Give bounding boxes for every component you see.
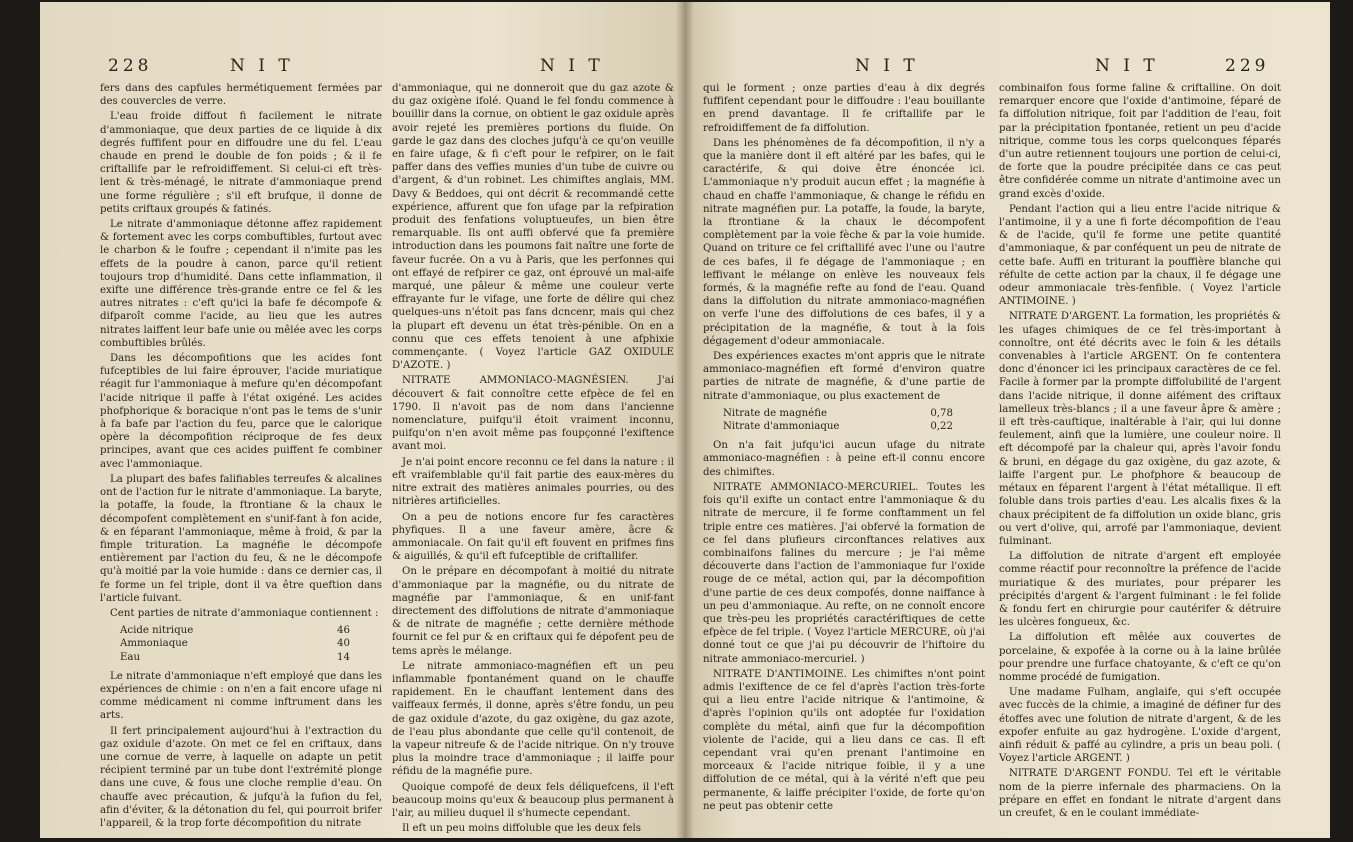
left-header-left: N I T [230, 56, 294, 76]
composition-value: 0,22 [930, 421, 953, 433]
left-column-2 [392, 82, 674, 835]
composition-label: Eau [120, 651, 141, 663]
paragraph: Une madame Fulham, anglaife, qui s'eft occupée avec fuccès de la chimie, a imaginé de définer fur des étoffes avec une folution de nitrate d'argent, & de les expofer enfuite au gaz hydrogène. L'oxide d'argent, ainfi réduit & paffé au cylindre, a pris un beau poli. ( Voyez l'article ARGENT. ) [999, 687, 1281, 765]
paragraph: Dans les décompofitions que les acides font fufceptibles de lui faire éprouver, l'acide muriatique réagit fur l'ammoniaque à mefure qu'en décompofant l'acide nitrique il paffe à l'état oxigéné. Les acides phofphorique & boracique n'ont pas le tems de s'unir à fa bafe par l'action du feu, parce que le calorique opère la décompofition réciproque de fes deux principes, avant que ces acides puiffent fe combiner avec l'ammoniaque. [100, 353, 382, 470]
paragraph: fers dans des capfules hermétiquement fermées par des couvercles de verre. [100, 83, 382, 108]
paragraph: combinaifon fous forme faline & criftalline. On doit remarquer encore que l'oxide d'antimoine, féparé de fa diffolution nitrique, foit par l'addition de l'eau, foit par la précipitation fpontanée, retient un peu d'acide nitrique, comme tous les corps quelconques féparés d'un autre retiennent toujours une portion de celui-ci, de forte que la poudre précipitée dans ce cas peut être confidérée comme un nitrate d'antimoine avec un grand excès d'oxide. [999, 83, 1281, 200]
paragraph: Le nitrate d'ammoniaque détonne affez rapidement & fortement avec les corps combuftibles, furtout avec le charbon & le foufre ; cependant il n'imite pas les effets de la poudre à canon, parce qu'il retient toujours trop d'humidité. Dans cette inflammation, il exifte une différence très-grande entre ce fel & les autres nitrates : c'eft qu'ici la bafe fe décompofe & difparoît comme l'acide, au lieu que les autres nitrates laiffent leur bafe unie ou mêlée avec les corps combuftibles brûlés. [100, 219, 382, 349]
table-row [723, 420, 953, 433]
paragraph: NITRATE D'ARGENT FONDU. Tel eft le véritable nom de la pierre infernale des pharmaciens. On la prépare en effet en fondant le nitrate d'argent dans un creufet, & en le coulant immédiate- [999, 768, 1281, 819]
paragraph: Cent parties de nitrate d'ammoniaque contiennent : [110, 607, 379, 619]
right-header-left: N I T [855, 56, 919, 76]
paragraph: On le prépare en décompofant à moitié du nitrate d'ammoniaque par la magnéfie, ou du nitrate de magnéfie par l'ammoniaque, & en unif-fant directement des diffolutions de nitrate d'ammoniaque & de nitrate de magnéfie ; cette dernière méthode fournit ce fel pur & en criftaux qui fe dépofent peu de tems après le mélange. [392, 566, 674, 657]
composition-table [723, 407, 953, 433]
left-page [40, 2, 685, 838]
paragraph: qui le forment ; onze parties d'eau à dix degrés fuffifent cependant pour le diffoudre : l'eau bouillante en prend davantage. Il fe criftallife par le refroidiffement de fa diffolution. [703, 83, 985, 134]
open-book [40, 2, 1330, 838]
composition-value: 14 [337, 651, 350, 663]
left-page-number: 228 [108, 56, 153, 76]
table-row [723, 407, 953, 420]
right-column-2 [999, 82, 1281, 818]
left-header-right: N I T [540, 56, 604, 76]
paragraph: Des expériences exactes m'ont appris que le nitrate ammoniaco-magnéfien eft formé d'environ quatre parties de nitrate de magnéfie, & d'une partie de nitrate d'ammoniaque, ou plus exactement de [703, 351, 985, 402]
table-row [120, 651, 350, 664]
composition-value: 40 [337, 638, 350, 650]
composition-value: 46 [337, 625, 350, 637]
right-page [685, 2, 1330, 838]
left-running-head [40, 56, 685, 80]
composition-table [120, 624, 350, 664]
right-column-1 [703, 82, 985, 818]
paragraph: La diffolution de nitrate d'argent eft employée comme réactif pour reconnoître la préfence de l'acide muriatique & des muriates, pour préparer les précipités d'argent & l'argent fulminant : le fel folide & fondu fert en chirurgie pour cautérifer & détruire les ulcères fongueux, &c. [999, 551, 1281, 629]
book-gutter [676, 2, 694, 838]
table-row [120, 637, 350, 650]
composition-value: 0,78 [930, 407, 953, 419]
paragraph: d'ammoniaque, qui ne donneroit que du gaz azote & du gaz oxigène ifolé. Quand le fel fondu commence à bouillir dans la cornue, on obtient le gaz oxidule après avoir rejeté les premières portions du fluide. On garde le gaz dans des cloches jufqu'à ce qu'on veuille en faire ufage, & fi c'eft pour le refpirer, on le fait paffer dans des veffies munies d'un tube de cuivre ou d'argent, & d'un robinet. Les chimiftes anglais, MM. Davy & Beddoes, qui ont décrit & recommandé cette expérience, affurent que fon ufage par la refpiration produit des fenfations voluptueufes, un bien être remarquable. Ils ont auffi obfervé que fa première introduction dans les poumons fait naître une forte de faveur fucrée. On a vu à Paris, que les perfonnes qui ont effayé de refpirer ce gaz, ont éprouvé un mal-aife marqué, une pâleur & même une couleur verte effrayante fur le vifage, une forte de délire qui chez quelques-uns n'étoit pas fans dcncenr, mais qui chez la plupart eft devenu un état très-pénible. On en a connu que ces effets tenoient à une afphixie commençante. ( Voyez l'article GAZ OXIDULE D'AZOTE. ) [392, 83, 674, 372]
paragraph: L'eau froide diffout fi facilement le nitrate d'ammoniaque, que deux parties de ce liquide à dix degrés fuffifent pour en diffoudre une du fel. L'eau chaude en prend le double de fon poids ; & il fe criftallife par le refroidiffement. Si celui-ci eft très-lent & très-ménagé, le nitrate d'ammoniaque prend une forme régulière ; s'il eft brufque, il donne de petits criftaux groupés & fatinés. [100, 111, 382, 215]
paragraph: Le nitrate ammoniaco-magnéfien eft un peu inflammable fpontanément quand on le chauffe rapidement. En le chauffant lentement dans des vaiffeaux fermés, il donne, après s'être fondu, un peu de gaz oxidule d'azote, du gaz oxigène, du gaz azote, de l'eau plus abondante que celle qu'il contenoit, de la vapeur nitreufe & de l'acide nitrique. On n'y trouve plus la moindre trace d'ammoniaque ; il laiffe pour réfidu de la magnéfie pure. [392, 660, 674, 778]
paragraph: Pendant l'action qui a lieu entre l'acide nitrique & l'antimoine, il y a une fi forte décompofition de l'eau & de l'acide, qu'il fe forme une petite quantité d'ammoniaque, & par conféquent un peu de nitrate de cette bafe. Auffi en triturant la pouffière blanche qui réfulte de cette action par la chaux, il fe dégage une odeur ammoniacale très-fenfible. ( Voyez l'article ANTIMOINE. ) [999, 203, 1281, 308]
paragraph: On n'a fait jufqu'ici aucun ufage du nitrate ammoniaco-magnéfien : à peine eft-il connu encore des chimiftes. [703, 440, 985, 478]
paragraph: Il fert principalement aujourd'hui à l'extraction du gaz oxidule d'azote. On met ce fel en criftaux, dans une cornue de verre, à laquelle on adapte un petit récipient terminé par un tube dont l'extrémité plonge dans une cuve, & fous une cloche remplie d'eau. On chauffe avec précaution, & jufqu'à la fufion du fel, afin d'éviter, & la détonation du fel, qui pourroit brifer l'appareil, & la trop forte décompofition du nitrate [100, 725, 382, 829]
paragraph: Je n'ai point encore reconnu ce fel dans la nature : il eft vraifemblable qu'il fait partie des eaux-mères du nitre extrait des matières animales pourries, ou des nitrières artificielles. [392, 456, 674, 508]
composition-label: Acide nitrique [120, 625, 194, 637]
composition-label: Nitrate d'ammoniaque [723, 421, 840, 433]
paragraph: Dans les phénomènes de fa décompofition, il n'y a que la manière dont il eft altéré par les bafes, qui le caractérife, & qui doive être énoncée ici. L'ammoniaque n'y produit aucun effet ; la magnéfie à chaud en chaffe l'ammoniaque, & change le réfidu en nitrate magnéfien pur. La potaffe, la foude, la baryte, la ftrontiane & la chaux le décompofent complètement par la voie fèche & par la voie humide. Quand on triture ce fel criftallifé avec l'une ou l'autre de ces bafes, il fe dégage de l'ammoniaque ; en leffivant le mélange on enlève les nouveaux fels formés, & la magnéfie refte au fond de l'eau. Quand dans la diffolution du nitrate ammoniaco-magnéfien on verfe l'une des diffolutions de ces bafes, il y a précipitation de la magnéfie, & tout à la fois dégagement d'odeur ammoniacale. [703, 137, 985, 347]
paragraph: NITRATE AMMONIACO-MAGNÉSIEN. J'ai découvert & fait connoître cette efpèce de fel en 1790. Il n'avoit pas de nom dans l'ancienne nomenclature, puifqu'il étoit vraiment inconnu, puifqu'on n'en avoit même pas foupçonné l'exiftence avant moi. [392, 375, 674, 453]
paragraph: NITRATE D'ANTIMOINE. Les chimiftes n'ont point admis l'exiftence de ce fel d'après l'action très-forte qui a lieu entre l'acide nitrique & l'antimoine, & d'après l'opinion qu'ils ont adoptée fur l'oxidation complète du métal, ainfi que fur la décompofition violente de l'acide, qui a lieu dans ce cas. Il eft cependant vrai qu'en prenant l'antimoine en morceaux & l'acide nitrique foible, il y a une diffolution de ce métal, qui à la vérité n'eft que peu permanente, & laiffe précipiter l'oxide, de forte qu'on ne peut pas obtenir cette [703, 668, 985, 812]
paragraph: NITRATE D'ARGENT. La formation, les propriétés & les ufages chimiques de ce fel très-important à connoître, ont été décrits avec le foin & les détails convenables à l'article ARGENT. On fe contentera donc d'énoncer ici les principaux caractères de ce fel. Facile à former par la prompte diffolubilité de l'argent dans l'acide nitrique, il donne aifément des criftaux lamelleux très-blancs ; il a une faveur âpre & amère ; il eft très-cauftique, inaltérable à l'air, qui lui donne feulement, ainfi que la lumière, une couleur noire. Il eft décompofé par la chaleur qui, après l'avoir fondu & bruni, en dégage du gaz oxigène, du gaz azote, & laiffe l'argent pur. Le phofphore & beaucoup de métaux en féparent l'argent à l'état métallique. Il eft foluble dans trois parties d'eau. Les alcalis fixes & la chaux précipitent de fa diffolution un oxide blanc, gris ou vert d'olive, qui, arrofé par l'ammoniaque, devient fulminant. [999, 311, 1281, 547]
table-row [120, 624, 350, 637]
paragraph: La diffolution eft mêlée aux couvertes de porcelaine, & expofée à la corne ou à la laine brûlée pour prendre une furface chatoyante, & c'eft ce qu'on nomme procédé de fumigation. [999, 632, 1281, 683]
right-page-number: 229 [1225, 56, 1270, 76]
paragraph: La plupart des bafes falifiables terreufes & alcalines ont de l'action fur le nitrate d'ammoniaque. La baryte, la potaffe, la foude, la ftrontiane & la chaux le décompofent complètement en s'unif-fant à fon acide, & en féparant l'ammoniaque, même à froid, & par la fimple trituration. La magnéfie le décompofe entièrement par l'action du feu, & ne le décompofe qu'à moitié par la voie humide : dans ce dernier cas, il fe forme un fel triple, dont il va être queftion dans l'article fuivant. [100, 473, 382, 604]
composition-label: Ammoniaque [120, 638, 188, 650]
paragraph: On a peu de notions encore fur fes caractères phyfiques. Il a une faveur amère, âcre & ammoniacale. On fait qu'il eft fouvent en prifmes fins & aiguillés, & qu'il eft fufceptible de criftallifer. [392, 511, 674, 563]
paragraph: Le nitrate d'ammoniaque n'eft employé que dans les expériences de chimie : on n'en a fait encore ufage ni comme médicament ni comme inftrument dans les arts. [100, 670, 382, 722]
left-column-1 [100, 82, 382, 829]
paragraph: Quoique compofé de deux fels déliquefcens, il l'eft beaucoup moins qu'eux & beaucoup plus permanent à l'air, au milieu duquel il s'humecte cependant. [392, 781, 674, 819]
composition-label: Nitrate de magnéfie [723, 407, 828, 419]
right-header-right: N I T [1095, 56, 1159, 76]
paragraph: Il eft un peu moins diffoluble que les deux fels [402, 823, 641, 835]
right-running-head [685, 56, 1330, 80]
paragraph: NITRATE AMMONIACO-MERCURIEL. Toutes les fois qu'il exifte un contact entre l'ammoniaque & du nitrate de mercure, il fe forme conftamment un fel triple entre ces matières. J'ai obfervé la formation de ce fel dans plufieurs circonftances relatives aux combinaifons falines du mercure ; je l'ai même découverte dans l'action de l'ammoniaque fur l'oxide rouge de ce métal, action qui, par la décompofition d'une partie de ces deux compofés, donne naiffance à un peu d'ammoniaque. Au refte, on ne connoît encore que très-peu les propriétés caractériftiques de cette efpèce de fel triple. ( Voyez l'article MERCURE, où j'ai donné tout ce que j'ai pu découvrir de l'hiftoire du nitrate ammoniaco-mercuriel. ) [703, 481, 985, 665]
